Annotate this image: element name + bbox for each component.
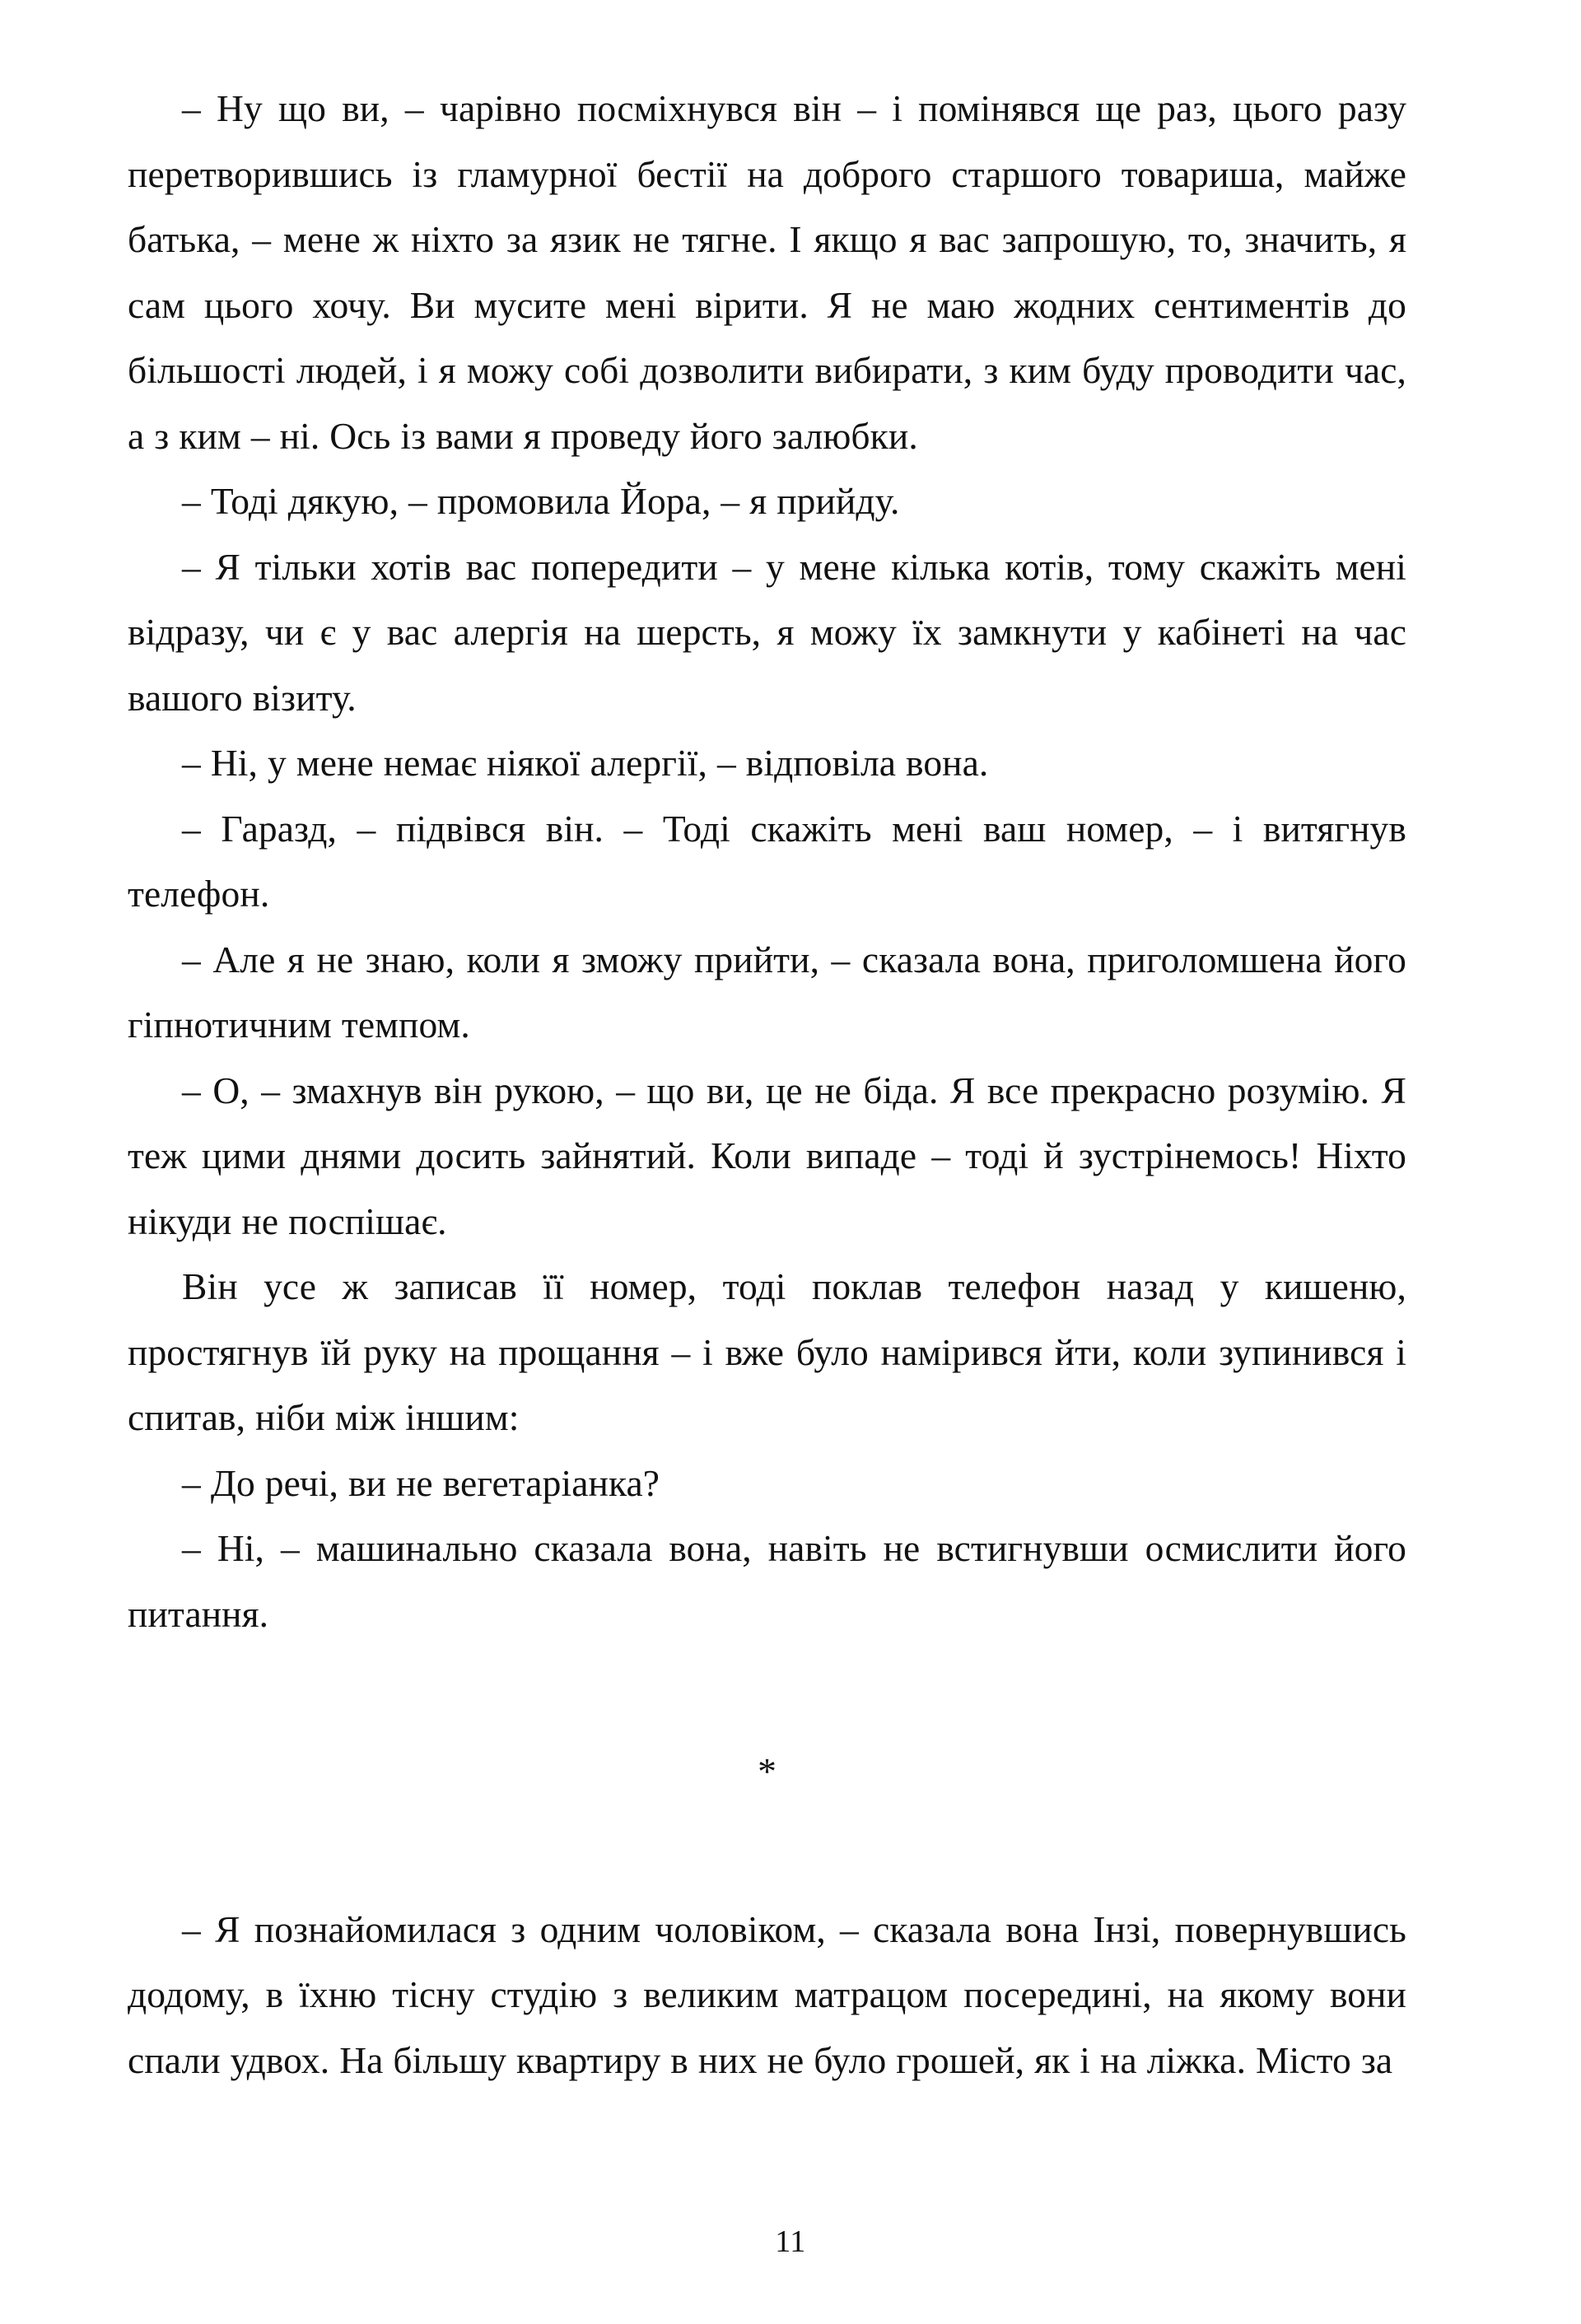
separator-spacer-top: [128, 1646, 1406, 1739]
paragraph: – Я тільки хотів вас попередити – у мене кілька котів, тому скажіть мені відразу, чи є у вас алергія на шерсть, я можу їх замкнути у кабінеті на час вашого візиту.: [128, 545, 1406, 719]
paragraph: – Ні, – машинально сказала вона, навіть не встигнувши осмислити його питання.: [128, 1527, 1406, 1635]
paragraph: – Але я не знаю, коли я зможу прийти, – сказала вона, приголомшена його гіпнотичним темпом.: [128, 938, 1406, 1046]
page-text-block: [128, 76, 1406, 2093]
page-number: 11: [775, 2224, 806, 2259]
paragraph: – Гаразд, – підвівся він. – Тоді скажіть мені ваш номер, – і витягнув телефон.: [128, 807, 1406, 915]
paragraph: – Я познайомилася з одним чоловіком, – сказала вона Інзі, повернувшись додому, в їхню тісну студію з великим матрацом посередині, на якому вони спали удвох. На більшу квартиру в них не було грошей, як і на ліжка. Місто за: [128, 1907, 1406, 2081]
paragraph: – О, – змахнув він рукою, – що ви, це не біда. Я все прекрасно розумію. Я теж цими днями досить зайнятий. Коли випаде – тоді й зустрінемось! Ніхто нікуди не поспішає.: [128, 1069, 1406, 1242]
paragraph: – Тоді дякую, – промовила Йора, – я прийду.: [182, 480, 900, 522]
section-separator: *: [758, 1750, 777, 1792]
paragraph: – Ні, у мене немає ніякої алергії, – відповіла вона.: [182, 742, 989, 784]
paragraph: Він усе ж записав її номер, тоді поклав телефон назад у кишеню, простягнув їй руку на прощання – і вже було намірився йти, коли зупинився і спитав, ніби між іншим:: [128, 1265, 1406, 1438]
paragraph: – До речі, ви не вегетаріанка?: [182, 1461, 660, 1504]
separator-spacer-bottom: [128, 1805, 1406, 1897]
paragraph: – Ну що ви, – чарівно посміхнувся він – і помінявся ще раз, цього разу перетворившись із гламурної бестії на доброго старшого товариша, майже батька, – мене ж ніхто за язик не тягне. І якщо я вас запрошую, то, значить, я сам цього хочу. Ви мусите мені вірити. Я не маю жодних сентиментів до більшості людей, і я можу собі дозволити вибирати, з ким буду проводити час, а з ким – ні. Ось із вами я проведу його залюбки.: [128, 87, 1406, 457]
